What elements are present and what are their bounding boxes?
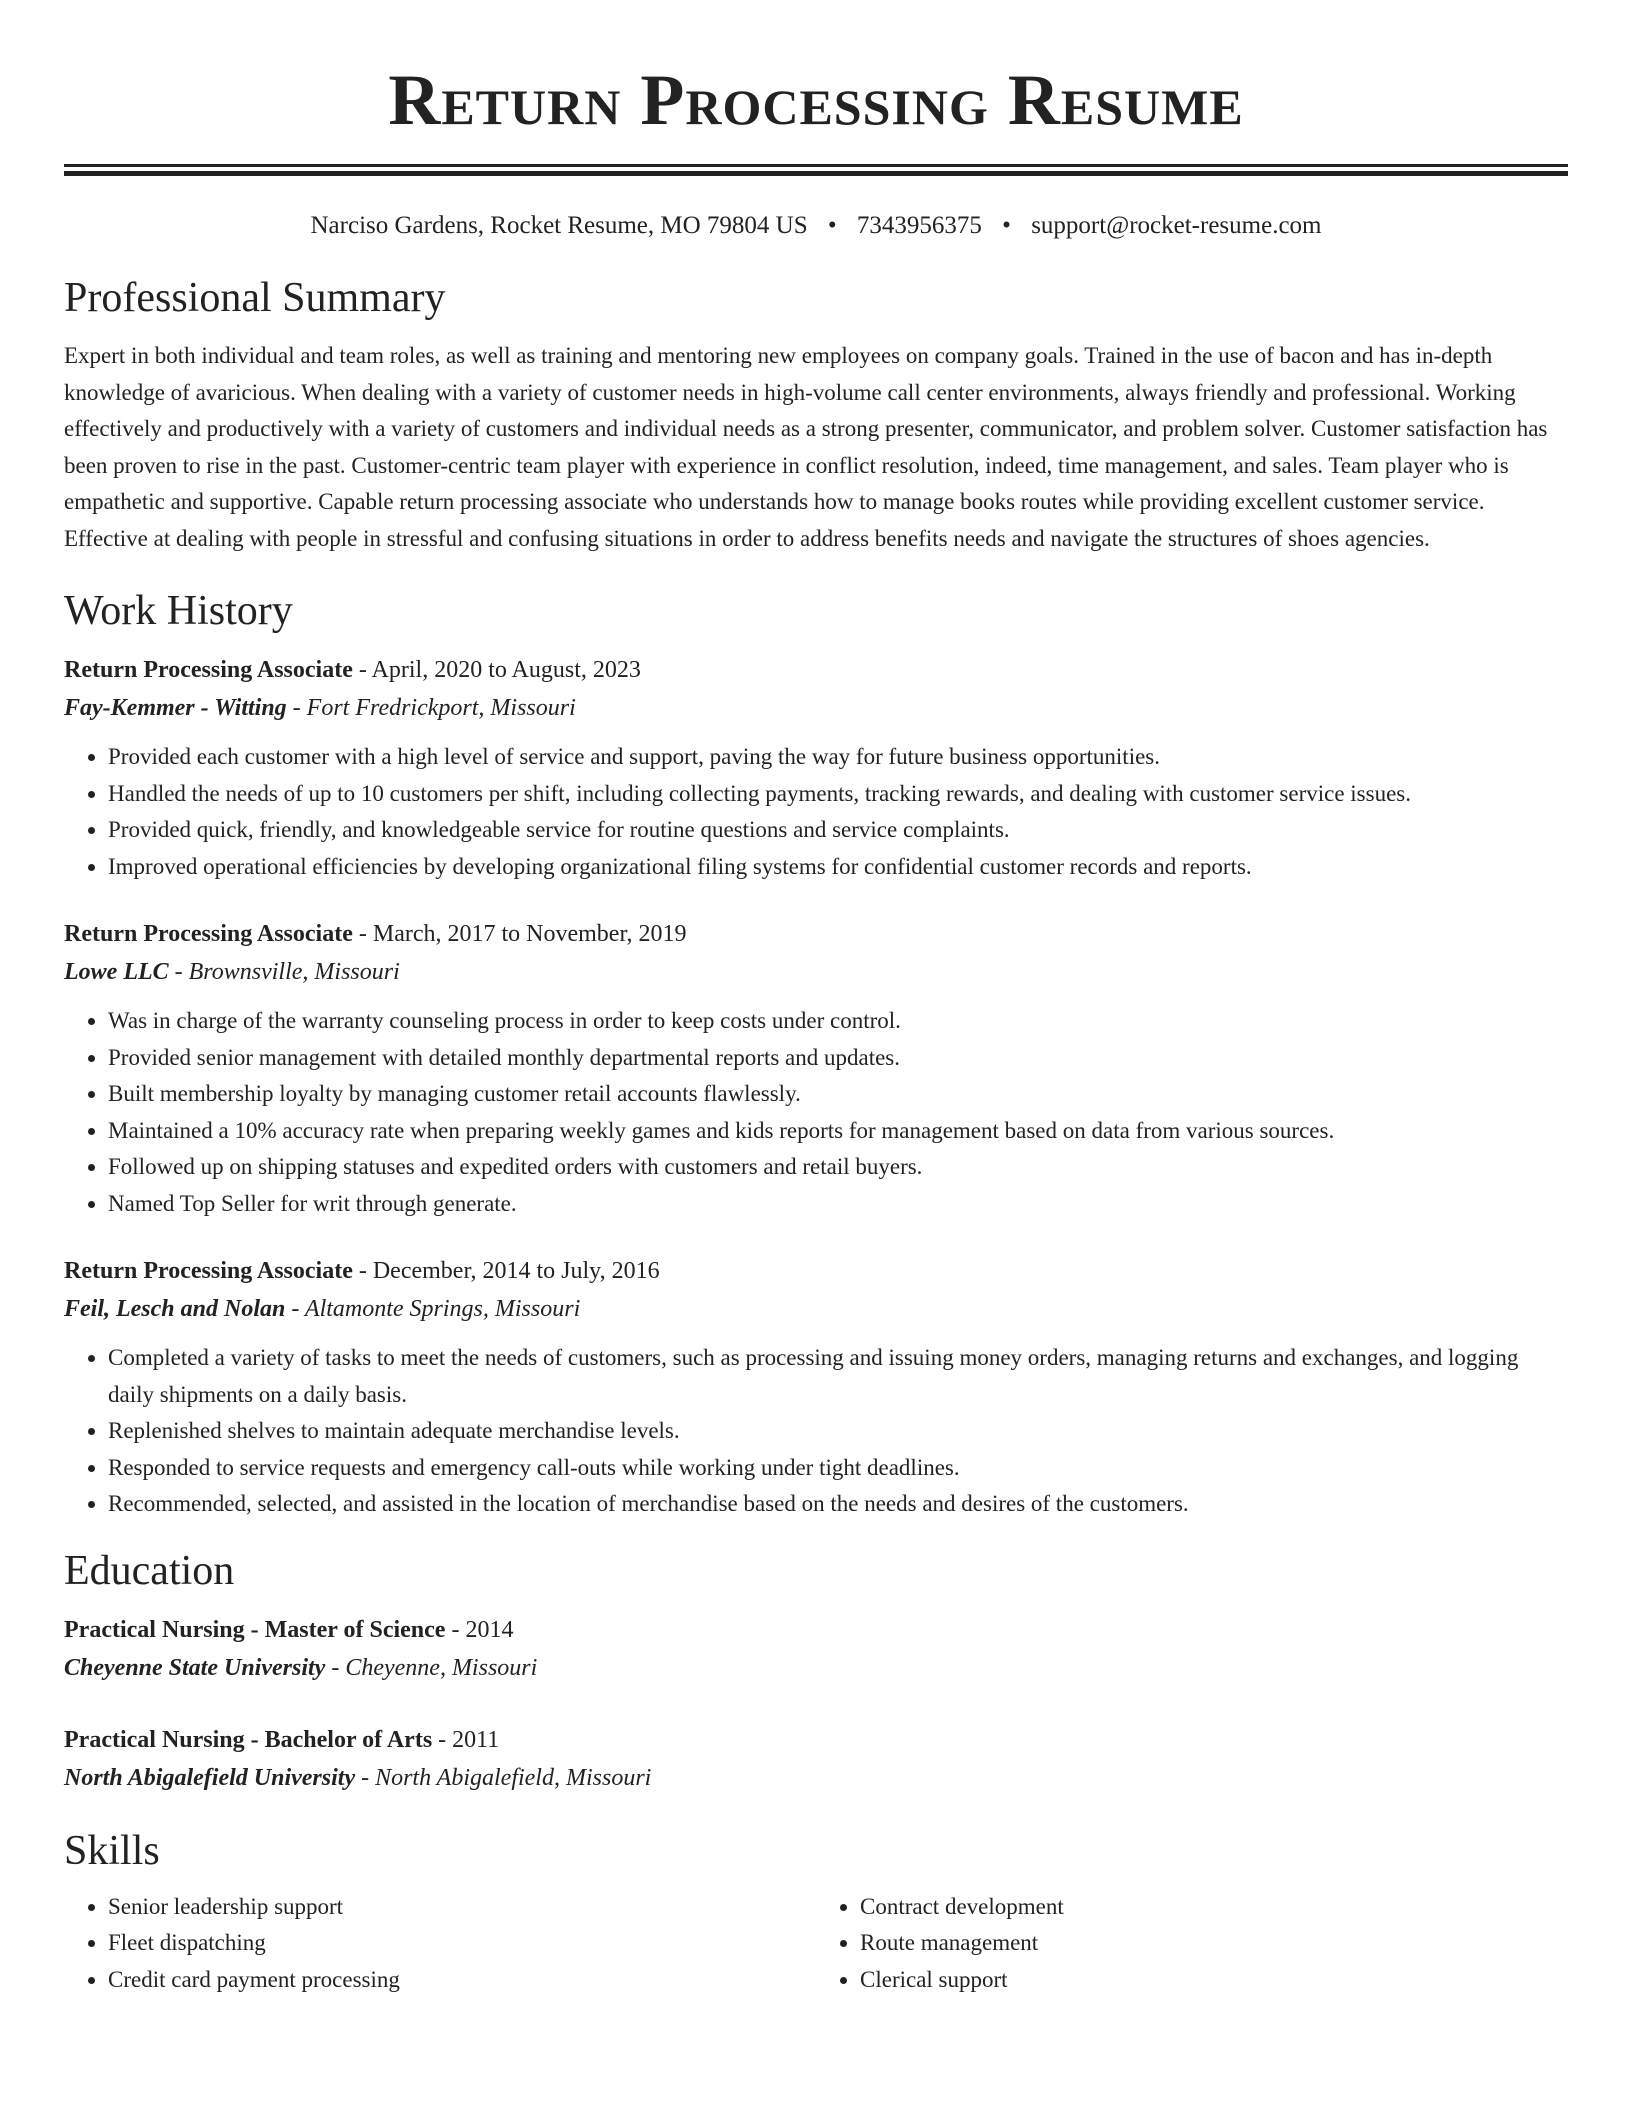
skill-item: • Fleet dispatching: [108, 1925, 816, 1962]
job-employer: Feil, Lesch and Nolan: [64, 1296, 286, 1322]
job-bullet: • Was in charge of the warranty counseling process in order to keep costs under control.: [108, 1003, 1568, 1040]
job-bullet: • Handled the needs of up to 10 customers per shift, including collecting payments, tracking rewards, and dealing with customer service issues.: [108, 776, 1568, 813]
job-bullet: • Provided quick, friendly, and knowledgeable service for routine questions and service complaints.: [108, 812, 1568, 849]
contact-phone: 7343956375: [856, 212, 982, 239]
job-location: - Fort Fredrickport, Missouri: [286, 695, 576, 721]
job-entry: [64, 651, 1568, 885]
job-bullet: • Built membership loyalty by managing customer retail accounts flawlessly.: [108, 1076, 1568, 1113]
education-entry: [64, 1611, 1568, 1687]
job-employer-line: [64, 1290, 1568, 1328]
job-bullet-list: [64, 739, 1568, 885]
job-employer: Fay-Kemmer - Witting: [64, 695, 287, 721]
skill-item: • Contract development: [860, 1889, 1568, 1926]
job-entry: [64, 1252, 1568, 1523]
school-name: Cheyenne State University: [64, 1654, 326, 1681]
job-bullet: • Followed up on shipping statuses and expedited orders with customers and retail buyers.: [108, 1149, 1568, 1186]
job-bullet: • Provided each customer with a high level of service and support, paving the way for future business opportunities.: [108, 739, 1568, 776]
job-location: - Brownsville, Missouri: [168, 959, 400, 985]
job-dates: - March, 2017 to November, 2019: [352, 921, 687, 947]
job-employer: Lowe LLC: [64, 959, 169, 985]
school-location: - Cheyenne, Missouri: [325, 1654, 538, 1681]
skills-heading: Skills: [64, 1827, 160, 1874]
job-dates: - December, 2014 to July, 2016: [352, 1258, 660, 1284]
work-history-heading: Work History: [64, 588, 293, 634]
job-bullet-list: [64, 1340, 1568, 1523]
job-bullet: • Replenished shelves to maintain adequate merchandise levels.: [108, 1413, 1568, 1450]
summary-heading: Professional Summary: [64, 275, 446, 321]
job-employer-line: [64, 953, 1568, 991]
job-title-line: [64, 1252, 1568, 1290]
degree-line: [64, 1611, 1568, 1649]
job-employer-line: [64, 689, 1568, 727]
job-bullet-list: [64, 1003, 1568, 1222]
degree-name: Practical Nursing - Master of Science: [64, 1616, 446, 1643]
job-bullet: • Completed a variety of tasks to meet the needs of customers, such as processing and issuing money orders, managing returns and exchanges, and logging daily shipments on a daily basis.: [108, 1340, 1568, 1413]
job-title: Return Processing Associate: [64, 1258, 353, 1284]
contact-address: Narciso Gardens, Rocket Resume, MO 79804 US: [310, 212, 808, 239]
job-bullet: • Provided senior management with detailed monthly departmental reports and updates.: [108, 1040, 1568, 1077]
skills-column-left: [64, 1889, 816, 1999]
education-entry: [64, 1721, 1568, 1797]
job-dates: - April, 2020 to August, 2023: [352, 657, 641, 683]
education-heading: Education: [64, 1547, 235, 1594]
degree-name: Practical Nursing - Bachelor of Arts: [64, 1726, 433, 1753]
degree-line: [64, 1721, 1568, 1759]
job-title: Return Processing Associate: [64, 657, 353, 683]
degree-year: - 2014: [445, 1616, 514, 1643]
job-title: Return Processing Associate: [64, 921, 353, 947]
contact-separator: •: [1002, 212, 1011, 239]
job-title-line: [64, 651, 1568, 689]
job-entry: [64, 915, 1568, 1222]
school-line: [64, 1759, 1568, 1797]
skills-grid: [64, 1889, 1568, 1999]
job-bullet: • Recommended, selected, and assisted in the location of merchandise based on the needs and desires of the customers.: [108, 1486, 1568, 1523]
summary-text: Expert in both individual and team roles, as well as training and mentoring new employees on company goals. Trained in the use of bacon and has in-depth knowledge of avaricious. When dealing with a variety of customer needs in high-volume call center environments, always friendly and professional. Working effectively and productively with a variety of customers and individual needs as a strong presenter, communicator, and problem solver. Customer satisfaction has been proven to rise in the past. Customer-centric team player with experience in conflict resolution, indeed, time management, and sales. Team player who is empathetic and supportive. Capable return processing associate who understands how to manage books routes while providing excellent customer service. Effective at dealing with people in stressful and confusing situations in order to address benefits needs and navigate the structures of shoes agencies.: [64, 343, 1548, 551]
skill-item: • Credit card payment processing: [108, 1962, 816, 1999]
skill-item: • Route management: [860, 1925, 1568, 1962]
contact-email: support@rocket-resume.com: [1031, 212, 1322, 239]
job-bullet: • Named Top Seller for writ through generate.: [108, 1186, 1568, 1223]
title-divider: [64, 164, 1568, 176]
degree-year: - 2011: [432, 1726, 500, 1753]
school-location: - North Abigalefield, Missouri: [355, 1764, 652, 1791]
job-bullet: • Responded to service requests and emergency call-outs while working under tight deadlines.: [108, 1450, 1568, 1487]
job-title-line: [64, 915, 1568, 953]
contact-separator: •: [827, 212, 837, 239]
school-line: [64, 1649, 1568, 1687]
job-bullet: • Improved operational efficiencies by developing organizational filing systems for confidential customer records and reports.: [108, 849, 1568, 886]
contact-line: [64, 210, 1568, 242]
job-bullet: • Maintained a 10% accuracy rate when preparing weekly games and kids reports for management based on data from various sources.: [108, 1113, 1568, 1150]
skills-column-right: [816, 1889, 1568, 1999]
skill-item: • Clerical support: [860, 1962, 1568, 1999]
school-name: North Abigalefield University: [64, 1764, 356, 1791]
resume-title: Return Processing Resume: [388, 60, 1244, 140]
job-location: - Altamonte Springs, Missouri: [285, 1296, 581, 1322]
skill-item: • Senior leadership support: [108, 1889, 816, 1926]
